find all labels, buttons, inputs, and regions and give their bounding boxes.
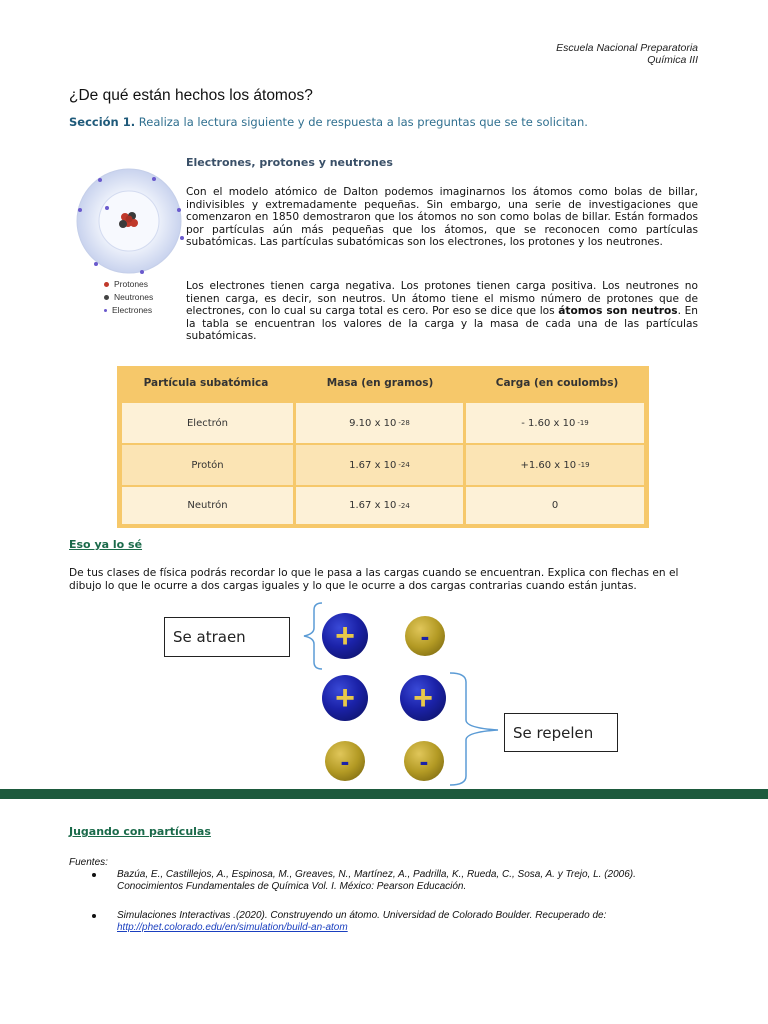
table-cell-mass: 1.67 x 10 -24 [296, 445, 463, 485]
jugando-heading[interactable]: Jugando con partículas [69, 825, 211, 838]
subject-name: Química III [647, 54, 698, 66]
protons-dot-icon [104, 282, 109, 287]
bullet-icon [92, 914, 96, 918]
positive-charge-icon[interactable]: + [322, 675, 368, 721]
table-header-charge: Carga (en coulombs) [495, 377, 619, 389]
positive-charge-icon[interactable]: + [400, 675, 446, 721]
attract-answer-box[interactable]: Se atraen [164, 617, 290, 657]
repel-answer-box[interactable]: Se repelen [504, 713, 618, 752]
section-divider [0, 789, 768, 799]
atom-illustration [70, 168, 188, 278]
subatomic-table [117, 366, 649, 528]
eso-ya-lo-se-heading: Eso ya lo sé [69, 538, 143, 551]
section-instruction: Realiza la lectura siguiente y de respuesta a las preguntas que se te solicitan. [138, 115, 588, 129]
table-cell-particle: Electrón [122, 403, 293, 443]
table-cell-charge: - 1.60 x 10 -19 [466, 403, 644, 443]
negative-charge-icon[interactable]: - [325, 741, 365, 781]
source-item-2: Simulaciones Interactivas .(2020). Construyendo un átomo. Universidad de Colorado Boulder. Recuperado de: http://phet.colorado.edu/en/simulation/build-an-atom [117, 910, 607, 933]
legend-protons: Protones [104, 279, 148, 289]
neutrons-dot-icon [104, 295, 109, 300]
legend-electrons: Electrones [104, 305, 152, 315]
table-cell-mass: 1.67 x 10 -24 [296, 487, 463, 524]
table-header-mass: Masa (en gramos) [326, 377, 434, 389]
table-header-particle: Partícula subatómica [143, 377, 269, 389]
table-cell-mass: 9.10 x 10 -28 [296, 403, 463, 443]
bullet-icon [92, 873, 96, 877]
table-cell-charge: +1.60 x 10 -19 [466, 445, 644, 485]
negative-charge-icon[interactable]: - [405, 616, 445, 656]
reading-paragraph-2-top: Los electrones tienen carga negativa. Los protones tienen carga positiva. Los neutrones no tienen carga, es decir, son neutros. Un átomo tiene el mismo número de protones que de electrones, con lo cual su carga total es cero. Por eso se dice que los átomos son neutros. En la tabla se encuentran los valores de la carga y la masa de cada una de las partículas subatómicas. [186, 280, 698, 343]
page-title: ¿De qué están hechos los átomos? [69, 87, 313, 104]
source-item-1: Bazúa, E., Castillejos, A., Espinosa, M., Greaves, N., Martínez, A., Padrilla, K., Rueda, C., Sosa, A. y Trejo, L. (2006). Conocimientos Fundamentales de Química Vol. I. México: Pearson Educación. [117, 869, 636, 892]
repel-bracket [446, 670, 506, 788]
table-cell-particle: Neutrón [122, 487, 293, 524]
negative-charge-icon[interactable]: - [404, 741, 444, 781]
electrons-dot-icon [104, 309, 107, 312]
reading-paragraph-1: Con el modelo atómico de Dalton podemos imaginarnos los átomos como bolas de billar, indivisibles y extremadamente pequeñas. Sin embargo, una serie de investigaciones que comenzaron en 1850 demostraron que los átomos no son como bolas de billar. Están formados por partículas aún más pequeñas que los átomos, que se reconocen como partículas subatómicas. Las partículas subatómicas son los electrones, los protones y los neutrones. [186, 186, 698, 249]
section-line [69, 115, 588, 129]
source-link[interactable]: http://phet.colorado.edu/en/simulation/build-an-atom [117, 922, 348, 933]
legend-neutrons: Neutrones [104, 292, 153, 302]
eso-ya-lo-se-text: De tus clases de física podrás recordar lo que le pasa a las cargas cuando se encuentran. Explica con flechas en el dibujo lo que le ocurre a dos cargas iguales y lo que le ocurre a dos cargas contrarias cuando están juntas. [69, 567, 679, 592]
school-name: Escuela Nacional Preparatoria [556, 42, 698, 54]
table-cell-particle: Protón [122, 445, 293, 485]
positive-charge-icon[interactable]: + [322, 613, 368, 659]
neutral-atoms-bold: átomos son neutros [558, 305, 678, 318]
sources-label: Fuentes: [69, 857, 108, 868]
reading-heading: Electrones, protones y neutrones [186, 156, 393, 169]
table-cell-charge: 0 [466, 487, 644, 524]
section-label: Sección 1. [69, 115, 136, 129]
